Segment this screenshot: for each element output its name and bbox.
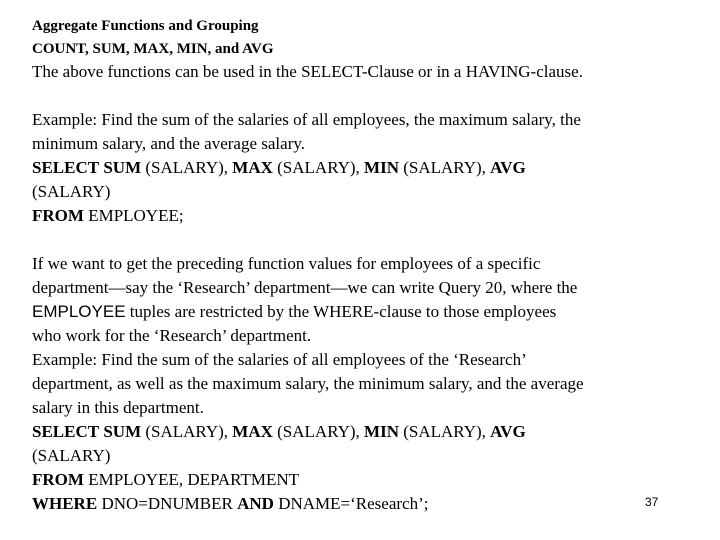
keyword-where: WHERE <box>32 494 98 513</box>
keyword-max: MAX <box>232 422 273 441</box>
slide-subtitle: COUNT, SUM, MAX, MIN, and AVG <box>32 41 274 57</box>
query-arg: (SALARY), <box>141 422 233 441</box>
intro-text <box>32 60 583 84</box>
example-1-line-2: minimum salary, and the average salary. <box>32 134 305 153</box>
query-where-rest: DNAME=‘Research’; <box>273 494 429 513</box>
example-2 <box>32 348 584 516</box>
example-2-query-where <box>32 492 584 516</box>
keyword-from: FROM <box>32 470 84 489</box>
keyword-avg: AVG <box>490 158 526 177</box>
page-number: 37 <box>645 495 659 509</box>
keyword-select: SELECT <box>32 158 100 177</box>
query-from-rest: EMPLOYEE, DEPARTMENT <box>83 470 300 489</box>
employee-relation-name: EMPLOYEE <box>32 302 126 321</box>
keyword-min: MIN <box>364 422 399 441</box>
example-2-line-1: Example: Find the sum of the salaries of all employees of the ‘Research’ <box>32 350 527 369</box>
example-2-query-select <box>32 420 584 444</box>
example-2-line-3: salary in this department. <box>32 398 204 417</box>
keyword-from: FROM <box>32 206 84 225</box>
example-2-line-2: department, as well as the maximum salary, the minimum salary, and the average <box>32 374 584 393</box>
example-1-query-from <box>32 204 581 228</box>
slide-title: Aggregate Functions and Grouping <box>32 18 259 34</box>
query-arg: (SALARY), <box>399 422 491 441</box>
paragraph-2-line-3 <box>32 300 577 324</box>
query-from-rest: EMPLOYEE; <box>83 206 184 225</box>
example-1-query-avg-arg: (SALARY) <box>32 182 111 201</box>
paragraph-2 <box>32 252 577 348</box>
keyword-select: SELECT <box>32 422 100 441</box>
keyword-avg: AVG <box>490 422 526 441</box>
example-1-query-select <box>32 156 581 180</box>
paragraph-2-line-1: If we want to get the preceding function values for employees of a specific <box>32 254 541 273</box>
query-arg: (SALARY), <box>399 158 491 177</box>
keyword-sum: SUM <box>103 158 142 177</box>
keyword-and: AND <box>237 494 274 513</box>
query-arg: (SALARY), <box>141 158 233 177</box>
paragraph-2-line-3-rest: tuples are restricted by the WHERE-clause to those employees <box>125 302 557 321</box>
keyword-sum: SUM <box>103 422 142 441</box>
paragraph-2-line-4: who work for the ‘Research’ department. <box>32 326 312 345</box>
keyword-max: MAX <box>232 158 273 177</box>
example-1 <box>32 108 581 228</box>
query-arg: (SALARY), <box>272 158 365 177</box>
example-2-query-avg-arg: (SALARY) <box>32 446 111 465</box>
example-1-line-1: Example: Find the sum of the salaries of all employees, the maximum salary, the <box>32 110 581 129</box>
query-where-mid: DNO=DNUMBER <box>97 494 238 513</box>
keyword-min: MIN <box>364 158 399 177</box>
intro-line: The above functions can be used in the SELECT-Clause or in a HAVING-clause. <box>32 62 583 81</box>
query-arg: (SALARY), <box>272 422 365 441</box>
example-2-query-from <box>32 468 584 492</box>
paragraph-2-line-2: department—say the ‘Research’ department—we can write Query 20, where the <box>32 278 578 297</box>
